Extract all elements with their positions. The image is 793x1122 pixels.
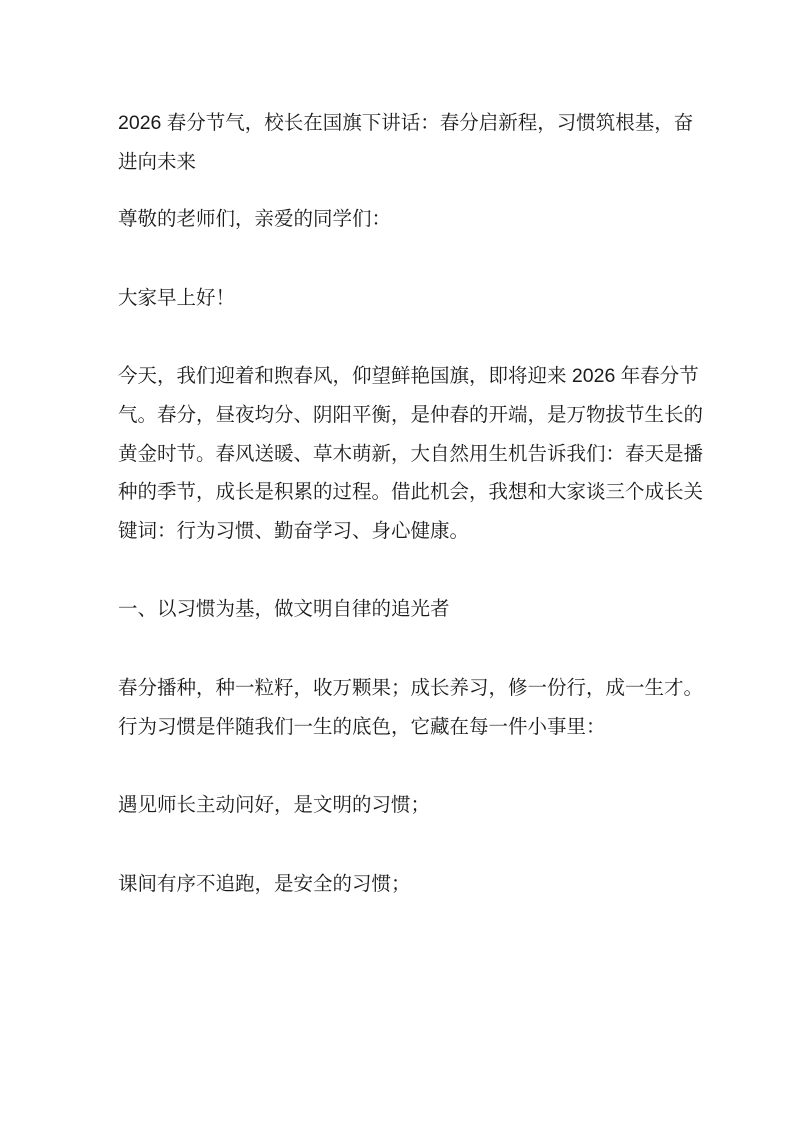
paragraph-line: 气。春分，昼夜均分、阴阳平衡，是仲春的开端，是万物拔节生长的	[118, 403, 704, 426]
paragraph-line: 今天，我们迎着和煦春风，仰望鲜艳国旗，即将迎来 2026 年春分节	[118, 365, 699, 388]
section-paragraph	[118, 669, 704, 746]
paragraph-line: 键词：行为习惯、勤奋学习、身心健康。	[118, 519, 470, 542]
greeting	[118, 279, 698, 318]
title-line: 2026 春分节气，校长在国旗下讲话：春分启新程，习惯筑根基，奋	[118, 112, 694, 134]
habit-text: 课间有序不追跑，是安全的习惯；	[118, 872, 411, 895]
paragraph-line: 春分播种，种一粒籽，收万颗果；成长养习，修一份行，成一生才。	[118, 676, 704, 699]
habit-item	[118, 786, 698, 825]
paragraph-line: 黄金时节。春风送暖、草木萌新，大自然用生机告诉我们：春天是播	[118, 442, 704, 465]
paragraph-line: 行为习惯是伴随我们一生的底色，它藏在每一件小事里：	[118, 715, 606, 738]
title-line: 进向未来	[118, 150, 197, 173]
salutation	[118, 200, 698, 239]
intro-paragraph	[118, 357, 704, 550]
document-page	[118, 104, 704, 903]
greeting-text: 大家早上好！	[118, 286, 236, 309]
section-heading	[118, 590, 698, 629]
document-title	[118, 104, 698, 181]
paragraph-line: 种的季节，成长是积累的过程。借此机会，我想和大家谈三个成长关	[118, 481, 704, 504]
salutation-text: 尊敬的老师们，亲爱的同学们：	[118, 208, 392, 231]
section-heading-text: 一、以习惯为基，做文明自律的追光者	[118, 598, 450, 621]
habit-item	[118, 865, 698, 904]
habit-text: 遇见师长主动问好，是文明的习惯；	[118, 794, 431, 817]
